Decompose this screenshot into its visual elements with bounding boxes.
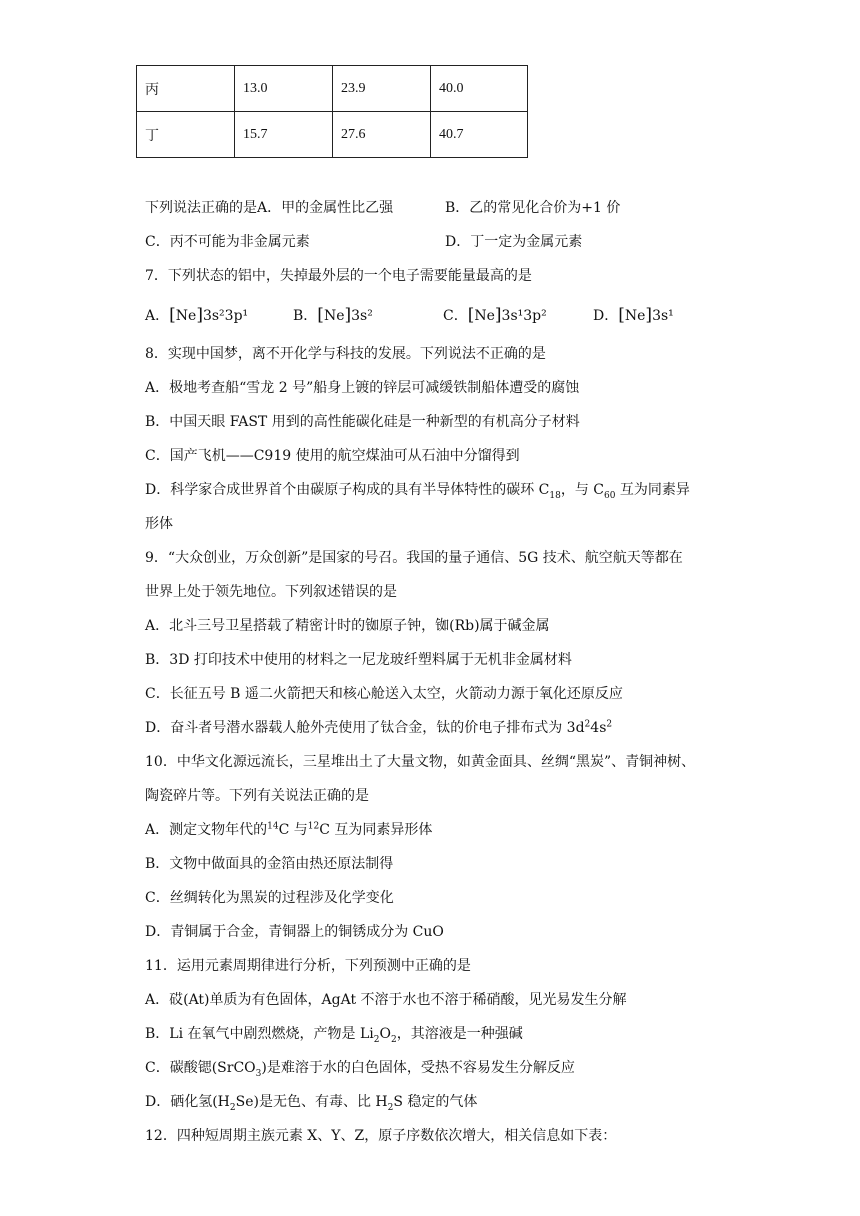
q6-stem: 下列说法正确的是 bbox=[145, 200, 257, 216]
q7-option-c-label: C． bbox=[443, 308, 468, 324]
subscript: 2 bbox=[387, 1102, 394, 1113]
text: B．Li 在氧气中剧烈燃烧，产物是 Li bbox=[145, 1026, 374, 1042]
q7-option-d-label: D． bbox=[593, 308, 619, 324]
text: D．奋斗者号潜水器载人舱外壳使用了钛合金，钛的价电子排布式为 3d bbox=[145, 720, 585, 736]
table-cell: 40.7 bbox=[431, 112, 528, 158]
text: C 与 bbox=[278, 822, 308, 838]
table-row bbox=[137, 66, 528, 112]
subscript: 2 bbox=[229, 1102, 236, 1113]
q10-option-b: B．文物中做面具的金箔由热还原法制得 bbox=[145, 856, 394, 872]
table-cell: 23.9 bbox=[333, 66, 431, 112]
superscript: 2 bbox=[584, 719, 591, 730]
q8-option-c: C．国产飞机——C919 使用的航空煤油可从石油中分馏得到 bbox=[145, 448, 520, 464]
noble-gas-core: [Ne] bbox=[317, 305, 352, 325]
q9-stem-line1: 9．“大众创业，万众创新”是国家的号召。我国的量子通信、5G 技术、航空航天等都在 bbox=[145, 550, 683, 566]
q11-option-a: A．砹(At)单质为有色固体，AgAt 不溶于水也不溶于稀硝酸，见光易发生分解 bbox=[145, 992, 627, 1008]
subscript: 60 bbox=[604, 490, 616, 501]
table-row bbox=[137, 112, 528, 158]
q12-stem: 12．四种短周期主族元素 X、Y、Z，原子序数依次增大，相关信息如下表： bbox=[145, 1128, 617, 1144]
q9-option-d bbox=[145, 718, 612, 738]
superscript: 14 bbox=[267, 821, 279, 832]
text: A．测定文物年代的 bbox=[145, 822, 268, 838]
table-cell: 15.7 bbox=[235, 112, 333, 158]
text: O bbox=[379, 1026, 391, 1042]
q9-stem-line2: 世界上处于领先地位。下列叙述错误的是 bbox=[145, 584, 397, 600]
table-cell: 40.0 bbox=[431, 66, 528, 112]
q6-option-b: B．乙的常见化合价为+1 价 bbox=[445, 200, 621, 216]
q11-option-d bbox=[145, 1092, 477, 1112]
q7-option-b-label: B． bbox=[293, 308, 318, 324]
q10-stem-line2: 陶瓷碎片等。下列有关说法正确的是 bbox=[145, 788, 369, 804]
core-symbol: Ne bbox=[175, 308, 197, 324]
q7-options bbox=[145, 305, 674, 326]
table-cell: 丙 bbox=[137, 66, 235, 112]
text: 4s bbox=[590, 720, 607, 736]
q11-option-b bbox=[145, 1024, 523, 1044]
table-cell: 13.0 bbox=[235, 66, 333, 112]
core-symbol: Ne bbox=[474, 308, 495, 324]
q7-option-a-label: A． bbox=[145, 308, 170, 324]
q9-option-a: A．北斗三号卫星搭载了精密计时的铷原子钟，铷(Rb)属于碱金属 bbox=[145, 618, 550, 634]
q7-option-c-config: 3s¹3p² bbox=[501, 308, 547, 324]
q6-line-ab bbox=[145, 198, 621, 218]
subscript: 2 bbox=[390, 1034, 397, 1045]
q6-option-a: A．甲的金属性比乙强 bbox=[257, 200, 394, 216]
table-cell: 丁 bbox=[137, 112, 235, 158]
text: ，与 C bbox=[560, 482, 605, 498]
subscript: 3 bbox=[255, 1068, 262, 1079]
text: )是难溶于水的白色固体，受热不容易发生分解反应 bbox=[261, 1060, 575, 1076]
text: Se)是无色、有毒、比 H bbox=[235, 1094, 388, 1110]
q7-option-d-config: 3s¹ bbox=[652, 308, 674, 324]
text: C 互为同素异形体 bbox=[319, 822, 433, 838]
q8-stem: 8．实现中国梦，离不开化学与科技的发展。下列说法不正确的是 bbox=[145, 346, 546, 362]
superscript: 2 bbox=[606, 719, 613, 730]
noble-gas-core: [Ne] bbox=[169, 305, 203, 325]
q6-option-d: D．丁一定为金属元素 bbox=[445, 234, 583, 250]
text: S 稳定的气体 bbox=[393, 1094, 478, 1110]
subscript: 18 bbox=[549, 490, 561, 501]
q9-option-b: B．3D 打印技术中使用的材料之一尼龙玻纤塑料属于无机非金属材料 bbox=[145, 652, 572, 668]
q11-option-c bbox=[145, 1058, 575, 1078]
q8-option-a: A．极地考查船“雪龙 2 号”船身上镀的锌层可减缓铁制船体遭受的腐蚀 bbox=[145, 380, 580, 396]
q6-option-c: C．丙不可能为非金属元素 bbox=[145, 234, 310, 250]
q7-option-b bbox=[293, 305, 373, 326]
q9-option-c: C．长征五号 B 遥二火箭把天和核心舱送入太空，火箭动力源于氧化还原反应 bbox=[145, 686, 623, 702]
element-data-table bbox=[136, 65, 528, 158]
q7-option-a-config: 3s²3p¹ bbox=[202, 308, 249, 324]
subscript: 2 bbox=[373, 1034, 380, 1045]
core-symbol: Ne bbox=[323, 308, 345, 324]
q8-option-b: B．中国天眼 FAST 用到的高性能碳化硅是一种新型的有机高分子材料 bbox=[145, 414, 580, 430]
text: ，其溶液是一种强碱 bbox=[396, 1026, 523, 1042]
q7-option-c bbox=[443, 305, 547, 326]
q11-stem: 11．运用元素周期律进行分析，下列预测中正确的是 bbox=[145, 958, 471, 974]
q7-stem: 7．下列状态的铝中，失掉最外层的一个电子需要能量最高的是 bbox=[145, 268, 532, 284]
q10-stem-line1: 10．中华文化源远流长，三星堆出土了大量文物，如黄金面具、丝绸“黑炭”、青铜神树、 bbox=[145, 754, 696, 770]
q7-option-a bbox=[145, 305, 249, 325]
text: D．科学家合成世界首个由碳原子构成的具有半导体特性的碳环 C bbox=[145, 482, 550, 498]
q7-option-b-config: 3s² bbox=[351, 308, 373, 324]
q10-option-d: D．青铜属于合金，青铜器上的铜锈成分为 CuO bbox=[145, 924, 444, 940]
q8-option-d bbox=[145, 480, 690, 500]
q8-option-d-continued: 形体 bbox=[145, 516, 173, 532]
core-symbol: Ne bbox=[624, 308, 646, 324]
noble-gas-core: [Ne] bbox=[467, 305, 502, 325]
q10-option-c: C．丝绸转化为黑炭的过程涉及化学变化 bbox=[145, 890, 394, 906]
q10-option-a bbox=[145, 820, 432, 840]
text: D．硒化氢(H bbox=[145, 1094, 230, 1110]
superscript: 12 bbox=[307, 821, 320, 832]
q6-line-cd bbox=[145, 232, 583, 252]
q7-option-d bbox=[593, 305, 674, 326]
noble-gas-core: [Ne] bbox=[618, 305, 653, 325]
table-cell: 27.6 bbox=[333, 112, 431, 158]
text: 互为同素异 bbox=[615, 482, 690, 498]
text: C．碳酸锶(SrCO bbox=[145, 1060, 256, 1076]
